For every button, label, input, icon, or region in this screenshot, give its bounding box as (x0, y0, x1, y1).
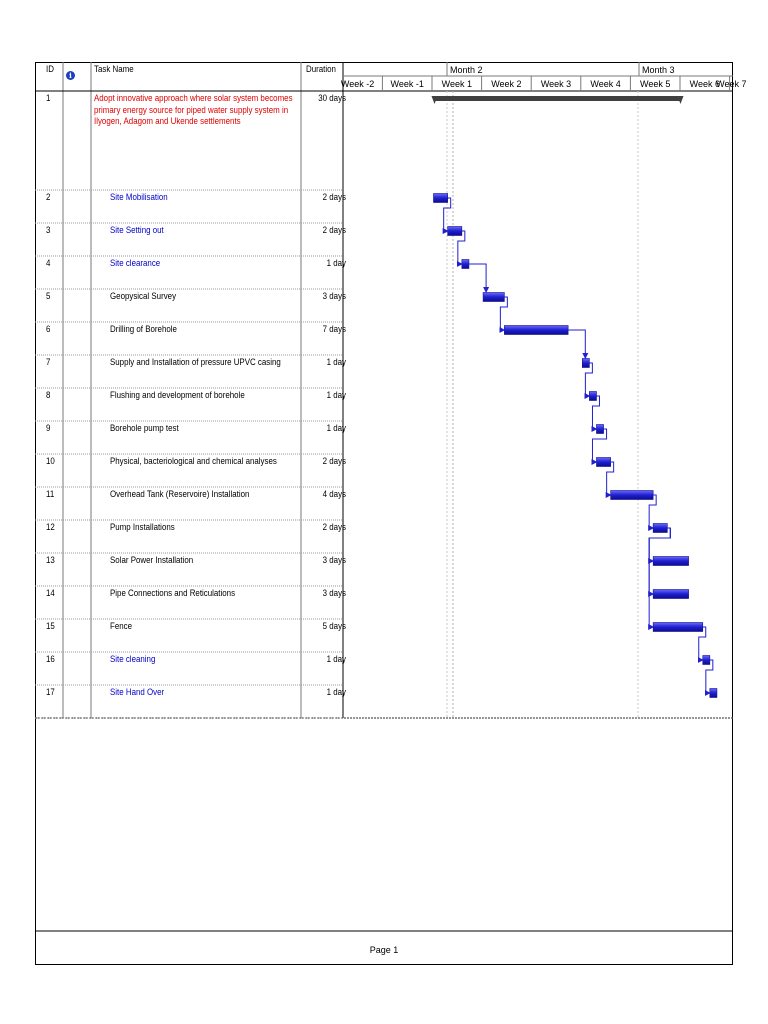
task-bar (582, 359, 589, 368)
dependency-link (607, 462, 614, 495)
task-duration: 2 days (322, 456, 346, 466)
task-id: 17 (46, 687, 55, 697)
task-name[interactable]: Overhead Tank (Reservoire) Installation (110, 489, 250, 499)
task-id: 16 (46, 654, 55, 664)
dependency-link (444, 198, 451, 231)
task-bar (653, 590, 688, 599)
task-name[interactable]: Solar Power Installation (110, 555, 194, 565)
week-label: Week 1 (441, 79, 472, 89)
dependency-link (649, 528, 670, 627)
task-duration: 2 days (322, 522, 346, 532)
dependency-link (568, 330, 585, 358)
task-id: 7 (46, 357, 51, 367)
dependency-link (699, 627, 706, 660)
task-duration: 1 day (326, 258, 346, 268)
task-name[interactable]: Adopt innovative approach where solar system becomes primary energy source for piped water supply system in Ilyogen, Adagom and Ukende settlements (94, 93, 293, 126)
task-id: 4 (46, 258, 51, 268)
task-bar (703, 656, 710, 665)
task-duration: 30 days (318, 93, 346, 103)
dependency-link (500, 297, 507, 330)
task-id: 8 (46, 390, 51, 400)
task-duration: 4 days (322, 489, 346, 499)
task-name[interactable]: Geopysical Survey (110, 291, 177, 301)
task-name[interactable]: Site clearance (110, 258, 161, 268)
task-name[interactable]: Pump Installations (110, 522, 175, 532)
dependency-link (592, 396, 599, 429)
task-id: 9 (46, 423, 51, 433)
task-duration: 1 day (326, 687, 346, 697)
dependency-link (458, 231, 465, 264)
task-id: 12 (46, 522, 55, 532)
month-label: Month 3 (642, 65, 675, 75)
task-bar (589, 392, 596, 401)
task-id: 11 (46, 489, 55, 499)
task-id: 2 (46, 192, 51, 202)
page-number: Page 1 (369, 945, 399, 955)
task-id: 10 (46, 456, 55, 466)
task-id: 3 (46, 225, 51, 235)
task-id: 5 (46, 291, 51, 301)
week-label: Week 7 (716, 79, 747, 89)
week-label: Week 4 (590, 79, 621, 89)
task-bar (611, 491, 654, 500)
task-bar (504, 326, 568, 335)
task-duration: 7 days (322, 324, 346, 334)
week-label: Week -2 (340, 79, 375, 89)
header-task-name: Task Name (94, 64, 134, 74)
dependency-link (706, 660, 713, 693)
month-label: Month 2 (450, 65, 483, 75)
task-name[interactable]: Flushing and development of borehole (110, 390, 245, 400)
week-label: Week 2 (491, 79, 522, 89)
task-name[interactable]: Site cleaning (110, 654, 156, 664)
task-duration: 3 days (322, 291, 346, 301)
task-bar (462, 260, 469, 269)
task-bar (483, 293, 504, 302)
task-duration: 2 days (322, 192, 346, 202)
task-bar (434, 194, 448, 203)
task-duration: 3 days (322, 588, 346, 598)
task-id: 13 (46, 555, 55, 565)
task-id: 6 (46, 324, 51, 334)
task-duration: 1 day (326, 390, 346, 400)
dependency-link (649, 528, 670, 561)
dependency-link (585, 363, 592, 396)
task-bar (596, 458, 610, 467)
task-bar (653, 623, 703, 632)
task-duration: 1 day (326, 654, 346, 664)
task-name[interactable]: Site Mobilisation (110, 192, 168, 202)
header-duration: Duration (306, 64, 336, 74)
dependency-link (649, 495, 656, 528)
task-duration: 1 day (326, 423, 346, 433)
task-id: 15 (46, 621, 55, 631)
task-bar (653, 557, 688, 566)
task-name[interactable]: Supply and Installation of pressure UPVC casing (110, 357, 281, 367)
task-name[interactable]: Fence (110, 621, 133, 631)
dependency-link (469, 264, 486, 292)
week-label: Week 5 (640, 79, 671, 89)
task-duration: 1 day (326, 357, 346, 367)
task-id: 1 (46, 93, 51, 103)
week-label: Week 6 (689, 79, 720, 89)
task-name[interactable]: Site Hand Over (110, 687, 165, 697)
week-label: Week -1 (390, 79, 424, 89)
dependency-link (592, 429, 606, 462)
task-duration: 5 days (322, 621, 346, 631)
task-name[interactable]: Physical, bacteriological and chemical analyses (110, 456, 277, 466)
task-name[interactable]: Pipe Connections and Reticulations (110, 588, 236, 598)
summary-bar (434, 96, 682, 101)
task-duration: 2 days (322, 225, 346, 235)
info-icon: i (66, 71, 75, 80)
task-name[interactable]: Borehole pump test (110, 423, 179, 433)
task-id: 14 (46, 588, 55, 598)
header-id: ID (46, 64, 54, 74)
task-bar (653, 524, 667, 533)
week-label: Week 3 (540, 79, 572, 89)
task-name[interactable]: Drilling of Borehole (110, 324, 177, 334)
task-bar (710, 689, 717, 698)
task-bar (448, 227, 462, 236)
task-duration: 3 days (322, 555, 346, 565)
task-name[interactable]: Site Setting out (110, 225, 164, 235)
task-bar (596, 425, 603, 434)
